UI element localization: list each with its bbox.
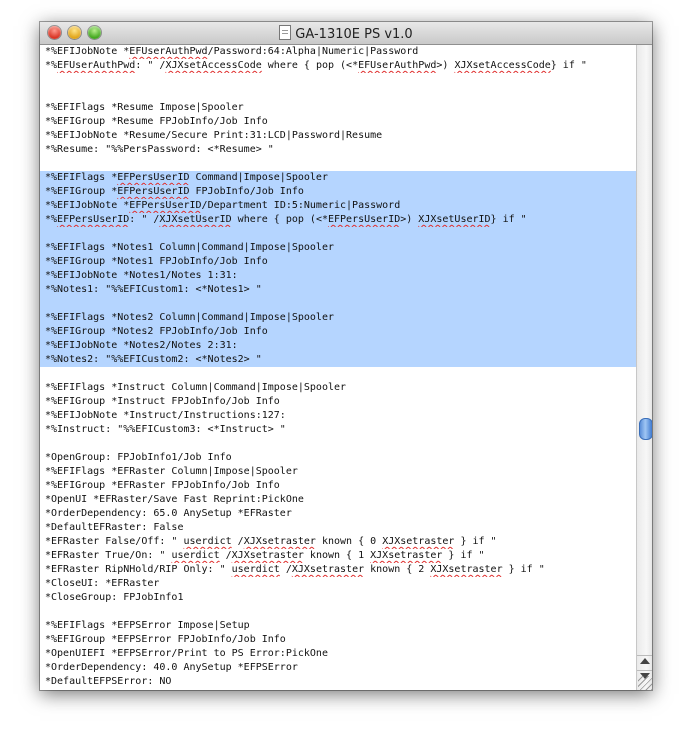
text-line[interactable]: *%EFIJobNote *EFPersUserID/Department ID:5:Numeric|Password [40,199,636,213]
text-line[interactable]: *%EFIGroup *EFRaster FPJobInfo/Job Info [45,480,280,491]
text-line[interactable]: *%EFIGroup *Notes2 FPJobInfo/Job Info [40,325,636,339]
text-line[interactable]: *OpenGroup: FPJobInfo1/Job Info [45,452,232,463]
text-line[interactable]: *%Instruct: "%%EFICustom3: <*Instruct> " [45,424,286,435]
text-line[interactable]: *OrderDependency: 65.0 AnySetup *EFRaster [45,508,292,519]
text-line[interactable]: *EFRaster RipNHold/RIP Only: " userdict /XJXsetraster known { 2 XJXsetraster } if " [45,564,545,575]
misspelled-word: userdict [183,536,232,547]
text-line[interactable] [40,605,636,619]
text-line[interactable] [40,87,636,101]
misspelled-word: EFPersUserID [117,186,190,197]
misspelled-word: EFPersUserID [327,214,401,225]
text-line[interactable] [40,73,636,87]
misspelled-word: XJXsetraster [291,564,365,575]
misspelled-word: XJXsetUserID [159,214,232,225]
resize-grip-icon[interactable] [638,676,652,690]
text-line[interactable]: *%EFPersUserID: " /XJXsetUserID where { pop (<*EFPersUserID>) XJXsetUserID} if " [40,213,636,227]
text-line[interactable]: *EFRaster False/Off: " userdict /XJXsetraster known { 0 XJXsetraster } if " [45,536,497,547]
text-editor[interactable] [40,45,636,690]
vertical-scrollbar[interactable] [636,45,652,690]
window-title: GA-1310E PS v1.0 [295,27,413,42]
text-line[interactable]: *%EFIGroup *Resume FPJobInfo/Job Info [45,116,268,127]
text-line[interactable]: *OpenUI *EFRaster/Save Fast Reprint:PickOne [45,494,304,505]
text-line[interactable]: *%EFIFlags *EFPersUserID Command|Impose|Spooler [40,171,636,185]
text-line[interactable]: *%EFIFlags *Notes1 Column|Command|Impose|Spooler [40,241,636,255]
text-line[interactable]: *%Notes2: "%%EFICustom2: <*Notes2> " [40,353,636,367]
text-line[interactable]: *%EFIGroup *Instruct FPJobInfo/Job Info [45,396,280,407]
misspelled-word: userdict [231,564,280,575]
misspelled-word: EFPersUserID [57,214,130,225]
misspelled-word: XJXsetUserID [418,214,491,225]
misspelled-word: XJXsetraster [370,550,443,561]
text-line[interactable]: *%Notes1: "%%EFICustom1: <*Notes1> " [40,283,636,297]
misspelled-word: EFUserAuthPwd [129,46,208,57]
misspelled-word: XJXsetraster [231,550,304,561]
text-line[interactable]: *OpenUIEFI *EFPSError/Print to PS Error:PickOne [45,648,328,659]
misspelled-word: EFPersUserID [129,200,202,211]
text-line[interactable]: *OrderDependency: 40.0 AnySetup *EFPSError [45,662,298,673]
misspelled-word: XJXsetraster [430,564,503,575]
misspelled-word: EFUserAuthPwd [57,60,136,71]
text-line[interactable]: *%EFIJobNote *Instruct/Instructions:127: [45,410,286,421]
text-line[interactable]: *%EFIJobNote *Resume/Secure Print:31:LCD|Password|Resume [45,130,383,141]
misspelled-word: XJXsetAccessCode [454,60,551,71]
text-line[interactable] [40,437,636,451]
text-line[interactable]: *%Resume: "%%PersPassword: <*Resume> " [45,144,274,155]
text-line[interactable]: *%EFIFlags *Resume Impose|Spooler [45,102,244,113]
text-line[interactable]: *%EFIJobNote *Notes1/Notes 1:31: [40,269,636,283]
text-line[interactable]: *%EFIFlags *Notes2 Column|Command|Impose|Spooler [40,311,636,325]
text-content[interactable] [40,45,636,689]
text-line[interactable] [40,227,636,241]
text-line[interactable]: *DefaultEFPSError: NO [45,676,172,687]
text-line[interactable]: *%EFIFlags *EFPSError Impose|Setup [45,620,250,631]
text-line[interactable]: *%EFIGroup *EFPersUserID FPJobInfo/Job Info [40,185,636,199]
text-line[interactable]: *%EFIGroup *Notes1 FPJobInfo/Job Info [40,255,636,269]
text-line[interactable]: *CloseUI: *EFRaster [45,578,160,589]
text-line[interactable]: *%EFIJobNote *Notes2/Notes 2:31: [40,339,636,353]
misspelled-word: XJXsetraster [382,536,455,547]
misspelled-word: userdict [171,550,220,561]
text-line[interactable]: *%EFIFlags *EFRaster Column|Impose|Spooler [45,466,298,477]
text-line[interactable]: *DefaultEFRaster: False [45,522,184,533]
text-line[interactable]: *%EFIGroup *EFPSError FPJobInfo/Job Info [45,634,286,645]
text-line[interactable] [40,367,636,381]
misspelled-word: XJXsetraster [243,536,316,547]
editor-window [40,22,652,690]
text-line[interactable] [40,297,636,311]
window-title-area [40,25,652,42]
text-line[interactable]: *%EFUserAuthPwd: " /XJXsetAccessCode where { pop (<*EFUserAuthPwd>) XJXsetAccessCode} if " [45,60,587,71]
misspelled-word: XJXsetAccessCode [165,60,262,71]
scroll-thumb[interactable] [639,418,652,440]
misspelled-word: EFPersUserID [117,172,190,183]
text-line[interactable]: *%EFIJobNote *EFUserAuthPwd/Password:64:Alpha|Numeric|Password [45,46,419,57]
text-line[interactable]: *CloseGroup: FPJobInfo1 [45,592,184,603]
text-line[interactable]: *%EFIFlags *Instruct Column|Command|Impose|Spooler [45,382,347,393]
scroll-up-arrow-icon [640,658,650,664]
text-line[interactable]: *EFRaster True/On: " userdict /XJXsetraster known { 1 XJXsetraster } if " [45,550,485,561]
document-icon[interactable] [279,25,291,40]
title-bar[interactable] [40,22,652,45]
misspelled-word: EFUserAuthPwd [358,60,437,71]
text-line[interactable] [40,157,636,171]
